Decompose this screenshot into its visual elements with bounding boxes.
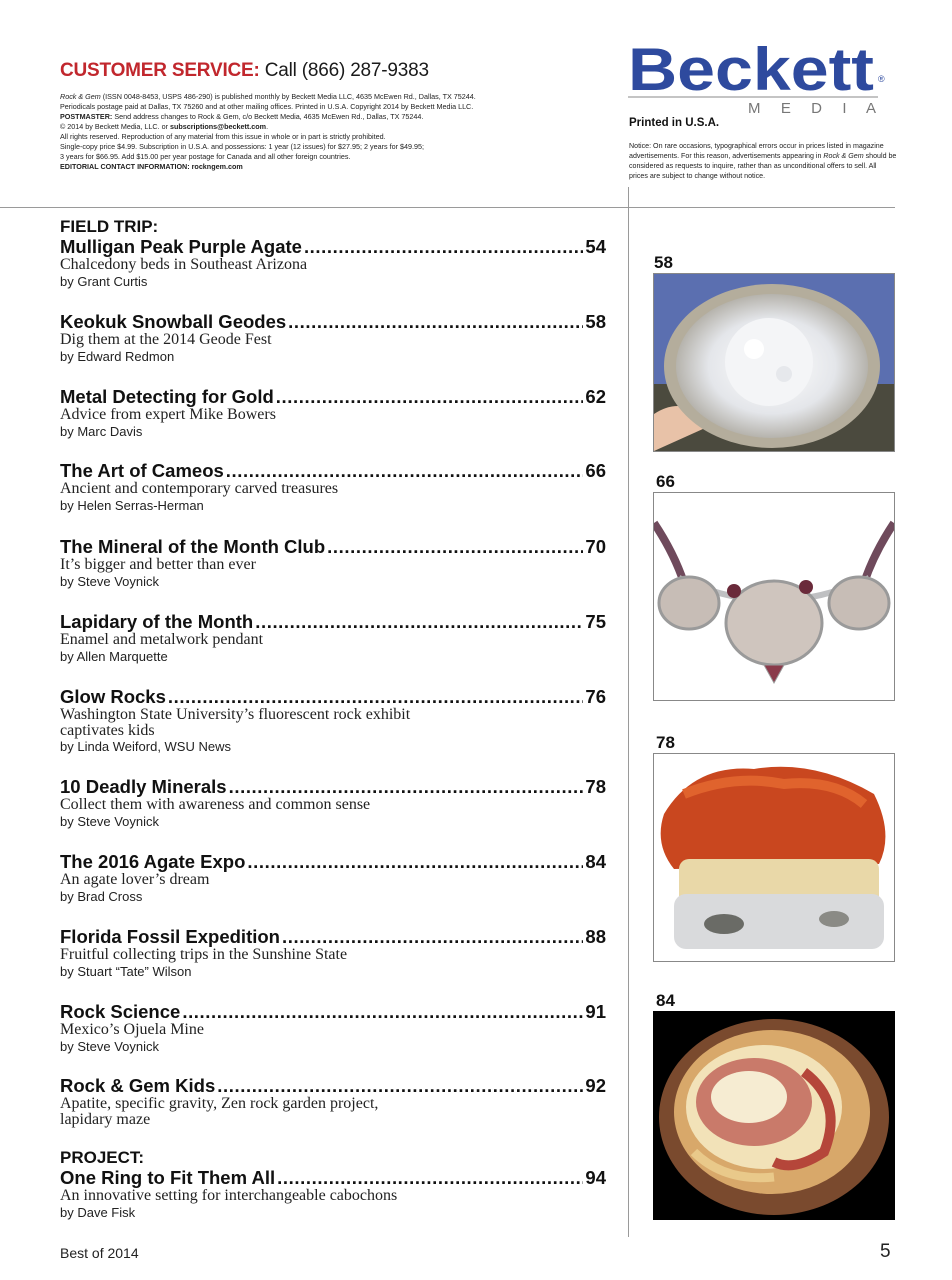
toc-page: 54 [585,236,606,257]
toc-page: 92 [585,1075,606,1096]
toc-description: Advice from expert Mike Bowers [60,406,276,423]
fine-print-line: Single-copy price $4.99. Subscription in U.S.A. and possessions: 1 year (12 issues) for $27.95; 2 years for $49.95; [60,142,424,151]
toc-leader [282,926,583,947]
toc-title-row[interactable] [60,1167,606,1188]
toc-title-row[interactable] [60,686,606,707]
toc-byline: by Dave Fisk [60,1204,136,1220]
page-number: 5 [880,1241,891,1262]
notice-text: should be considered as requests to inquire, rather than as unconditional offers to sell. All prices are subject to change without notice. [629,152,897,180]
geode-photo[interactable] [653,273,895,452]
toc-page: 70 [585,536,606,557]
toc-title-row[interactable] [60,311,606,332]
logo-word: Beckett [628,40,875,103]
toc-entry[interactable] [60,926,606,980]
registered-mark: ® [878,74,885,84]
toc-description: Mexico’s Ojuela Mine [60,1021,204,1038]
toc-description: Collect them with awareness and common sense [60,796,371,813]
toc-title-row[interactable] [60,1001,606,1022]
fine-print-line: Periodicals postage paid at Dallas, TX 75260 and at other mailing offices. Printed in U.S.A. Copyright 2014 by Beckett Media LLC. [60,102,474,111]
toc-leader [226,460,584,481]
toc-title-row[interactable] [60,926,606,947]
toc-entry[interactable] [60,1075,606,1127]
toc-page: 76 [585,686,606,707]
toc-byline: by Steve Voynick [60,813,159,829]
toc-entry[interactable] [60,217,606,290]
toc-byline: by Allen Marquette [60,648,168,664]
toc-entry[interactable] [60,311,606,365]
toc-description: Washington State University’s fluorescent rock exhibit [60,706,411,723]
agate-photo[interactable] [653,1011,895,1220]
postmaster-label: POSTMASTER: [60,112,113,121]
footer-issue: Best of 2014 [60,1245,139,1261]
toc-leader [182,1001,583,1022]
toc-leader [217,1075,583,1096]
toc-title-row[interactable] [60,1075,606,1096]
header-divider [0,207,895,208]
fine-print-punct: . [266,122,269,131]
toc-title[interactable]: The Art of Cameos [60,460,224,481]
toc-leader [255,611,583,632]
toc-leader [229,776,584,797]
toc-entry[interactable] [60,536,606,590]
toc-title-row[interactable] [60,236,606,257]
toc-leader [247,851,583,872]
printed-in-usa: Printed in U.S.A. [629,117,720,129]
toc-title[interactable]: One Ring to Fit Them All [60,1167,276,1188]
photo-page-label: 66 [656,472,675,491]
toc-title[interactable]: Glow Rocks [60,686,166,707]
toc-title[interactable]: Lapidary of the Month [60,611,254,632]
toc-kicker: PROJECT: [60,1148,145,1167]
toc-page: 78 [585,776,606,797]
toc-title[interactable]: Keokuk Snowball Geodes [60,311,287,332]
toc-description: It’s bigger and better than ever [60,556,256,573]
toc-byline: by Brad Cross [60,888,143,904]
toc-title[interactable]: The 2016 Agate Expo [60,851,246,872]
toc-page: 75 [585,611,606,632]
toc-byline: by Steve Voynick [60,1038,159,1054]
toc-entry[interactable] [60,776,606,830]
toc-title[interactable]: Rock Science [60,1001,181,1022]
customer-service-line [60,60,429,82]
editorial-contact: EDITORIAL CONTACT INFORMATION: rockngem.com [60,162,243,171]
toc-byline: by Helen Serras-Herman [60,497,204,513]
subscriptions-email: subscriptions@beckett.com [169,122,267,131]
toc-description: Enamel and metalwork pendant [60,631,264,648]
toc-description: Dig them at the 2014 Geode Fest [60,331,272,348]
customer-service-label: CUSTOMER SERVICE: [60,60,260,81]
toc-entry[interactable] [60,386,606,440]
toc-title-row[interactable] [60,536,606,557]
toc-description: Ancient and contemporary carved treasures [60,480,339,497]
toc-page: 62 [585,386,606,407]
toc-kicker: FIELD TRIP: [60,217,159,236]
toc-entry[interactable] [60,1148,606,1221]
toc-description: Apatite, specific gravity, Zen rock garden project, [60,1095,379,1112]
customer-service-phone: Call (866) 287-9383 [264,60,429,81]
toc-byline: by Marc Davis [60,423,143,439]
toc-page: 94 [585,1167,606,1188]
toc-page: 58 [585,311,606,332]
fine-print-line: © 2014 by Beckett Media, LLC. or [60,122,168,131]
toc-title-row[interactable] [60,611,606,632]
toc-description-cont: lapidary maze [60,1110,151,1128]
toc-byline: by Grant Curtis [60,273,148,289]
fine-print-line: Send address changes to Rock & Gem, c/o Beckett Media, 4635 McEwen Rd., Dallas, TX 75244. [114,112,424,121]
toc-leader [304,236,583,257]
beckett-media-logo [628,40,898,120]
toc-entry[interactable] [60,851,606,905]
toc-description-cont: captivates kids [60,721,155,739]
fine-print-line: 3 years for $66.95. Add $15.00 per year postage for Canada and all other foreign countries. [60,152,351,161]
toc-leader [168,686,584,707]
toc-leader [276,386,584,407]
toc-title[interactable]: Rock & Gem Kids [60,1075,216,1096]
toc-title[interactable]: Metal Detecting for Gold [60,386,274,407]
toc-entry[interactable] [60,1001,606,1055]
toc-byline: by Stuart “Tate” Wilson [60,963,192,979]
photo-page-label: 58 [654,253,673,272]
toc-page: 91 [585,1001,606,1022]
toc-page: 84 [585,851,606,872]
toc-leader [277,1167,583,1188]
price-notice [629,141,897,181]
fine-print-line: All rights reserved. Reproduction of any material from this issue in whole or in part is strictly prohibited. [60,132,386,141]
notice-magazine-name: Rock & Gem [823,152,864,160]
toc-entry[interactable] [60,460,606,514]
toc-description: An innovative setting for interchangeable cabochons [60,1187,398,1204]
toc-title-row[interactable] [60,386,606,407]
publication-fine-print [60,92,530,172]
photo-page-label: 78 [656,733,675,752]
notice-text: Notice: On rare occasions, typographical errors occur in prices listed in magazine advertisements. For this reason, advertisements appearing in [629,142,884,160]
toc-description: Chalcedony beds in Southeast Arizona [60,256,308,273]
fine-print-line: (ISSN 0048-8453, USPS 486-290) is published monthly by Beckett Media LLC, 4635 McEwen Rd., Dallas, TX 75244. [102,92,476,101]
mineral-specimen-photo[interactable] [653,753,895,962]
toc-title-row[interactable] [60,851,606,872]
toc-leader [288,311,583,332]
toc-title-row[interactable] [60,460,606,481]
cameo-necklace-photo[interactable] [653,492,895,701]
toc-leader [327,536,583,557]
toc-byline: by Linda Weiford, WSU News [60,739,231,754]
toc-description: An agate lover’s dream [60,871,210,888]
toc-title[interactable]: The Mineral of the Month Club [60,536,326,557]
logo-sub: M E D I A [748,100,876,117]
toc-byline: by Steve Voynick [60,573,159,589]
toc-title[interactable]: Florida Fossil Expedition [60,926,280,947]
toc-entry[interactable] [60,611,606,665]
column-divider [628,187,629,1237]
toc-description: Fruitful collecting trips in the Sunshine State [60,946,348,963]
toc-page: 66 [585,460,606,481]
toc-entry[interactable] [60,686,606,755]
toc-title[interactable]: Mulligan Peak Purple Agate [60,236,302,257]
toc-title-row[interactable] [60,776,606,797]
toc-page: 88 [585,926,606,947]
photo-page-label: 84 [656,991,675,1010]
toc-byline: by Edward Redmon [60,348,175,364]
toc-title[interactable]: 10 Deadly Minerals [60,776,227,797]
magazine-name: Rock & Gem [60,92,101,101]
